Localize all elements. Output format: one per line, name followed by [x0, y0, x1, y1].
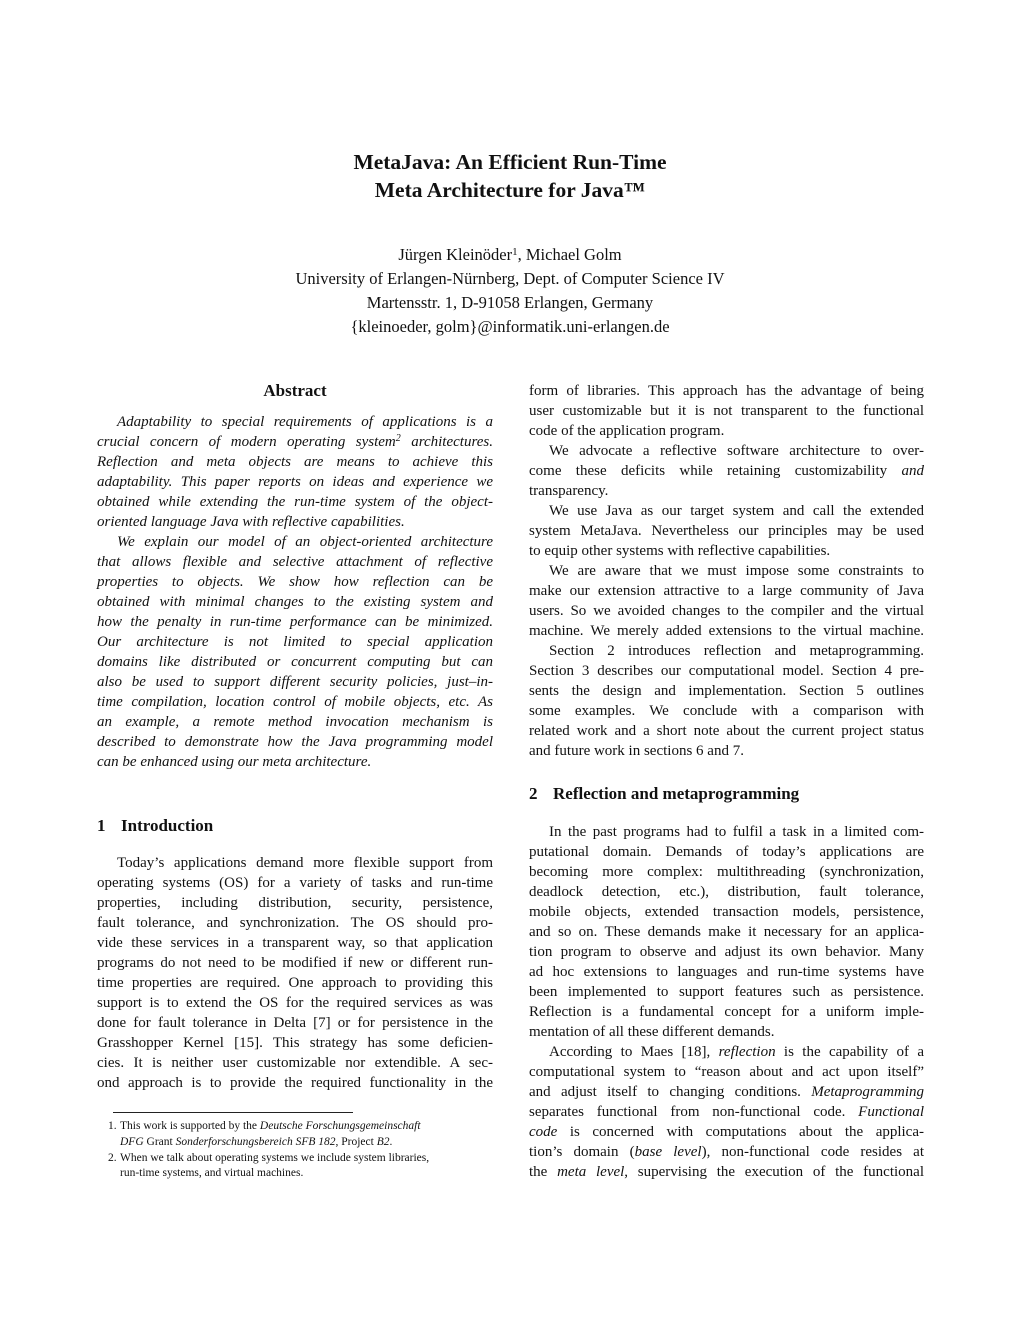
body-line-italic: meta level	[557, 1164, 625, 1180]
paper-title-line-1: MetaJava: An Efficient Run-Time	[353, 150, 667, 174]
body-line: some examples. We conclude with a comparison with	[529, 703, 924, 719]
abstract-line: that allows flexible and selective attachment of reflective	[97, 554, 493, 570]
abstract-line: also be used to support different security policies, just–in-	[97, 674, 493, 690]
body-line: We use Java as our target system and call the extended	[549, 503, 924, 519]
body-line-text: tion’s domain (	[529, 1144, 635, 1160]
section-heading-reflection	[529, 783, 799, 805]
section-number: 1	[97, 816, 106, 835]
abstract-line: domains like distributed or concurrent computing but can	[97, 654, 493, 670]
abstract-line: how the penalty in run-time performance can be minimized.	[97, 614, 493, 630]
footnote-rule	[113, 1112, 353, 1113]
footnote-text: When we talk about operating systems we include system libraries,	[120, 1152, 430, 1164]
body-line: support is to extend the OS for the required services as was	[97, 995, 493, 1011]
abstract-line: oriented language Java with reflective capabilities.	[97, 514, 405, 530]
body-line: user customizable but it is not transparent to the functional	[529, 403, 924, 419]
body-line: becoming more complex: multithreading (synchronization,	[529, 864, 924, 880]
body-line: tion program to observe and adjust its own behavior. Many	[529, 944, 924, 960]
footnote-number: 1.	[108, 1120, 117, 1132]
footnote-text: This work is supported by the	[120, 1120, 260, 1132]
body-line	[529, 1162, 924, 1182]
body-line-text: separates functional from non-functional code.	[529, 1104, 859, 1120]
body-line: related work and a short note about the current project status	[529, 723, 924, 739]
body-line: time properties are required. One approach to providing this	[97, 975, 493, 991]
body-line-italic: Functional	[858, 1104, 924, 1120]
abstract-line: can be enhanced using our meta architecture.	[97, 754, 372, 770]
body-line: users. So we avoided changes to the compiler and the virtual	[529, 603, 924, 619]
body-line: mobile objects, extended transaction models, persistence,	[529, 904, 924, 920]
author-address: Martensstr. 1, D-91058 Erlangen, Germany	[366, 293, 654, 312]
paper-title-line-2: Meta Architecture for Java™	[374, 178, 646, 202]
body-line-text: come these deficits while retaining customizability	[529, 463, 888, 479]
body-line	[529, 1082, 924, 1102]
abstract-line: Reflection and meta objects are means to achieve this	[97, 454, 493, 470]
body-line: properties, including distribution, security, persistence,	[97, 895, 493, 911]
abstract-line: Our architecture is not limited to special application	[97, 634, 493, 650]
author-footnote-mark: 1	[512, 246, 518, 258]
abstract-heading: Abstract	[263, 381, 327, 400]
section-heading-introduction	[97, 815, 213, 837]
body-line: code of the application program.	[529, 423, 725, 439]
footnote-1	[108, 1119, 493, 1134]
abstract-line: obtained with minimal changes to the existing system and	[97, 594, 493, 610]
abstract-line	[97, 432, 493, 452]
body-line: done for fault tolerance in Delta [7] or for persistence in the	[97, 1015, 493, 1031]
body-line-italic: Metaprogramming	[811, 1084, 924, 1100]
author-email: {kleinoeder, golm}@informatik.uni-erlangen.de	[350, 317, 670, 336]
body-line	[529, 1142, 924, 1162]
body-line	[529, 1042, 924, 1062]
abstract-line: properties to objects. We show how reflection can be	[97, 574, 493, 590]
body-line: ond approach is to provide the required functionality in the	[97, 1075, 493, 1091]
body-line: In the past programs had to fulfil a task in a limited com-	[549, 824, 924, 840]
body-line: sents the design and implementation. Section 5 outlines	[529, 683, 924, 699]
body-line	[529, 1122, 924, 1142]
body-line-text: is the capability of a	[775, 1044, 924, 1060]
section-number: 2	[529, 784, 538, 803]
body-line: transparency.	[529, 483, 609, 499]
abstract-line: time compilation, location control of mobile objects, etc. As	[97, 694, 493, 710]
body-line: deadlock detection, etc.), distribution, fault tolerance,	[529, 884, 924, 900]
footnote-number: 2.	[108, 1152, 117, 1164]
footnote-text-italic: Deutsche Forschungsgemeinschaft	[259, 1120, 421, 1132]
body-line: Grasshopper Kernel [15]. This strategy has some deficien-	[97, 1035, 493, 1051]
body-line-italic: reflection	[718, 1044, 776, 1060]
abstract-line: We explain our model of an object-oriented architecture	[117, 534, 493, 550]
author-names	[0, 244, 1020, 266]
body-line-text: the	[529, 1164, 558, 1180]
body-line: to equip other systems with reflective capabilities.	[529, 543, 831, 559]
body-line-text: , supervising the execution of the functional	[624, 1164, 924, 1180]
body-line: Today’s applications demand more flexible support from	[117, 855, 493, 871]
body-line-text: is concerned with computations about the applica-	[557, 1124, 924, 1140]
body-line: computational system to “reason about and act upon itself”	[529, 1064, 924, 1080]
body-line-italic: and	[901, 463, 925, 479]
body-line: and future work in sections 6 and 7.	[529, 743, 744, 759]
body-line-text: and adjust itself to changing conditions.	[529, 1084, 812, 1100]
body-line: Section 3 describes our computational model. Section 4 pre-	[529, 663, 924, 679]
body-line: fault tolerance, and synchronization. The OS should pro-	[97, 915, 493, 931]
body-line: make our extension attractive to a large community of Java	[529, 583, 924, 599]
abstract-line: an example, a remote method invocation mechanism is	[97, 714, 493, 730]
footnote-2-cont	[108, 1166, 493, 1181]
footnote-2	[108, 1151, 493, 1166]
body-line: Reflection is a fundamental concept for a uniform imple-	[529, 1004, 924, 1020]
abstract-line-text: architectures.	[400, 434, 493, 450]
footnote-mark-2: 2	[395, 433, 401, 444]
footnote-text: .	[389, 1136, 393, 1148]
body-line: ad hoc extensions to languages and run-time systems have	[529, 964, 924, 980]
body-line: We advocate a reflective software architecture to over-	[549, 443, 924, 459]
body-line: been implemented to support features such as persistence.	[529, 984, 924, 1000]
footnote-text-italic: DFG	[120, 1136, 144, 1148]
body-line-italic: base level	[634, 1144, 702, 1160]
author-name-2: , Michael Golm	[517, 245, 622, 264]
section-title: Introduction	[121, 816, 214, 835]
abstract-line: obtained while extending the run-time system of the object-	[97, 494, 493, 510]
body-line-italic: code	[529, 1124, 558, 1140]
body-line: We are aware that we must impose some constraints to	[549, 563, 924, 579]
body-line-text: According to Maes [18],	[549, 1044, 719, 1060]
abstract-line: Adaptability to special requirements of applications is a	[117, 414, 493, 430]
body-line: mentation of all these different demands.	[529, 1024, 775, 1040]
author-affiliation: University of Erlangen-Nürnberg, Dept. of Computer Science IV	[295, 269, 725, 288]
body-line: and so on. These demands make it necessary for an applica-	[529, 924, 924, 940]
footnote-text-italic: B2	[376, 1136, 390, 1148]
body-line-text: ), non-functional code resides at	[701, 1144, 924, 1160]
body-line: operating systems (OS) for a variety of tasks and run-time	[97, 875, 493, 891]
body-line: programs do not need to be modified if new or different run-	[97, 955, 493, 971]
body-line: cies. It is neither user customizable nor extendible. A sec-	[97, 1055, 493, 1071]
footnote-text: Grant	[143, 1136, 176, 1148]
abstract-line: adaptability. This paper reports on ideas and experience we	[97, 474, 493, 490]
footnote-1-cont	[108, 1135, 493, 1150]
abstract-line: described to demonstrate how the Java programming model	[97, 734, 493, 750]
body-line: machine. We merely added extensions to the virtual machine.	[529, 623, 924, 639]
author-name-1: Jürgen Kleinöder	[398, 245, 513, 264]
footnote-text: run-time systems, and virtual machines.	[120, 1167, 304, 1179]
abstract-line-text: crucial concern of modern operating system	[97, 434, 396, 450]
body-line	[529, 1102, 924, 1122]
footnote-text-italic: Sonderforschungsbereich SFB 182	[175, 1136, 336, 1148]
body-line: Section 2 introduces reflection and metaprogramming.	[549, 643, 924, 659]
section-title: Reflection and metaprogramming	[553, 784, 800, 803]
body-line: form of libraries. This approach has the advantage of being	[529, 383, 924, 399]
footnote-text: , Project	[335, 1136, 377, 1148]
body-line: vide these services in a transparent way, so that application	[97, 935, 493, 951]
body-line: system MetaJava. Nevertheless our principles may be used	[529, 523, 924, 539]
body-line	[529, 461, 924, 481]
body-line: putational domain. Demands of today’s applications are	[529, 844, 924, 860]
